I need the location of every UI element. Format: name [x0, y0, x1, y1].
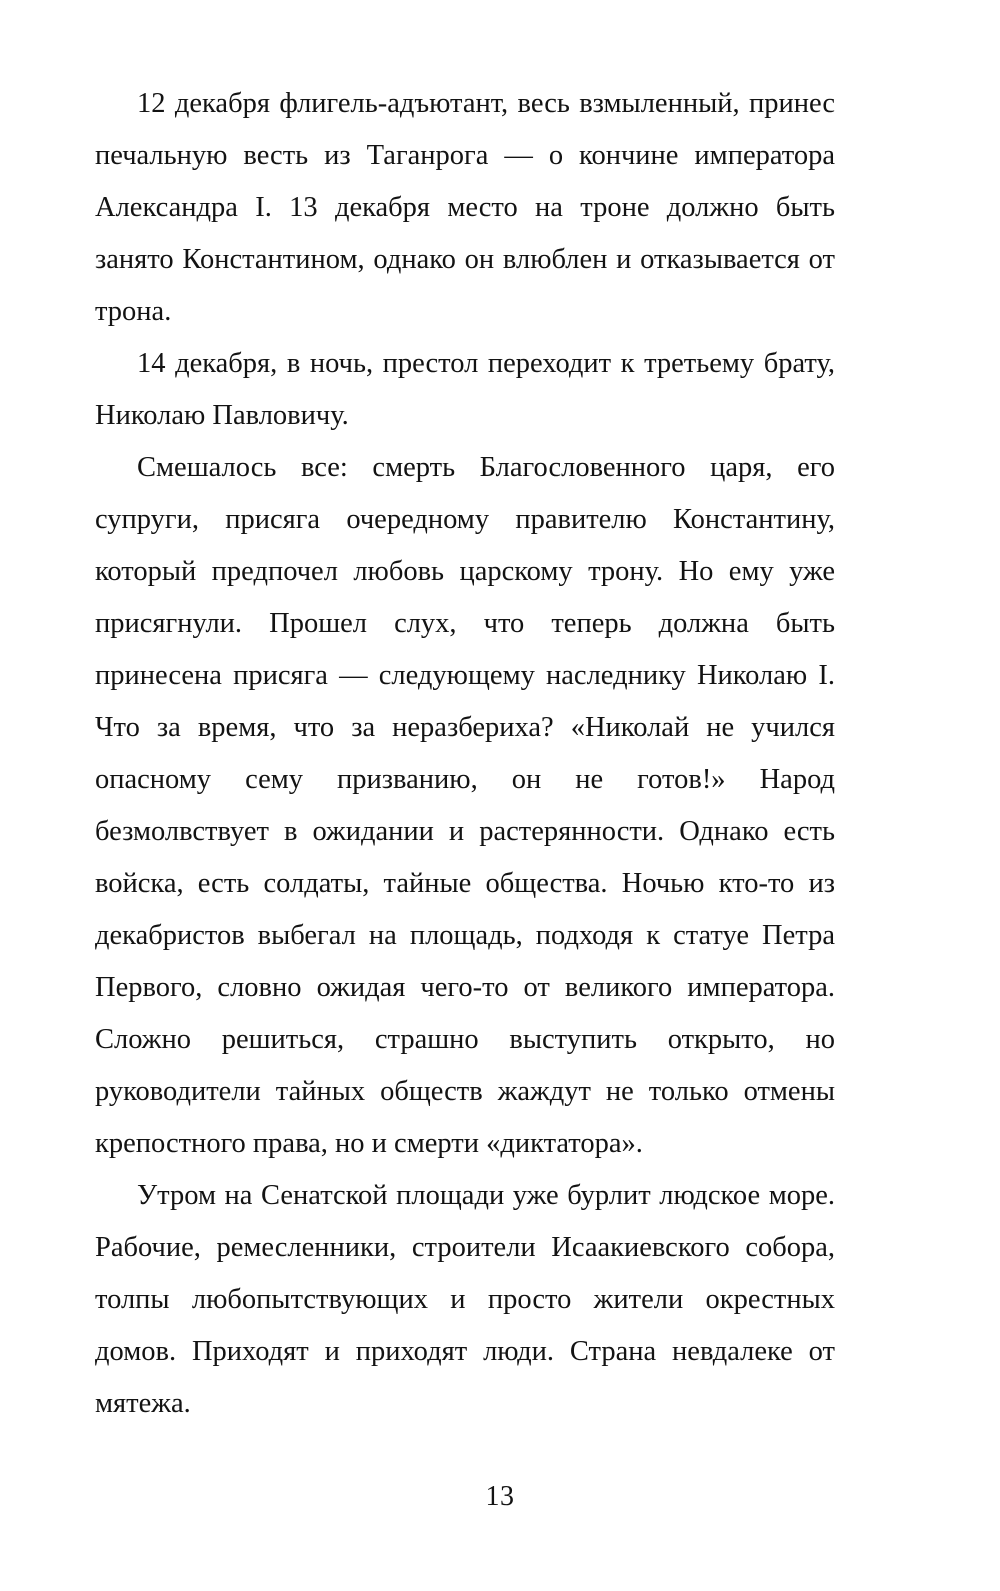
paragraph-1: 12 декабря флигель-адъютант, весь взмыленный, принес печальную весть из Таганрога — о кончине императора Александра I. 13 декабря место на троне должно быть занято Константином, однако он влюблен и отказывается от трона. [95, 88, 835, 327]
paragraph-3: Смешалось все: смерть Благословенного царя, его супруги, присяга очередному правителю Константину, который предпочел любовь царскому трону. Но ему уже присягнули. Прошел слух, что теперь должна быть принесена присяга — следующему наследнику Николаю I. Что за время, что за неразбериха? «Николай не учился опасному сему призванию, он не готов!» Народ безмолвствует в ожидании и растерянности. Однако есть войска, есть солдаты, тайные общества. Ночью кто-то из декабристов выбегал на площадь, подходя к статуе Петра Первого, словно ожидая чего-то от великого императора. Сложно решиться, страшно выступить открыто, но руководители тайных обществ жаждут не только отмены крепостного права, но и смерти «диктатора». [95, 452, 835, 1159]
page-number: 13 [485, 1481, 515, 1512]
paragraph-4: Утром на Сенатской площади уже бурлит людское море. Рабочие, ремесленники, строители Исаакиевского собора, толпы любопытствующих и просто жители окрестных домов. Приходят и приходят люди. Страна невдалеке от мятежа. [95, 1180, 835, 1419]
paragraph-2: 14 декабря, в ночь, престол переходит к третьему брату, Николаю Павловичу. [95, 348, 835, 431]
page-body [95, 78, 835, 1430]
